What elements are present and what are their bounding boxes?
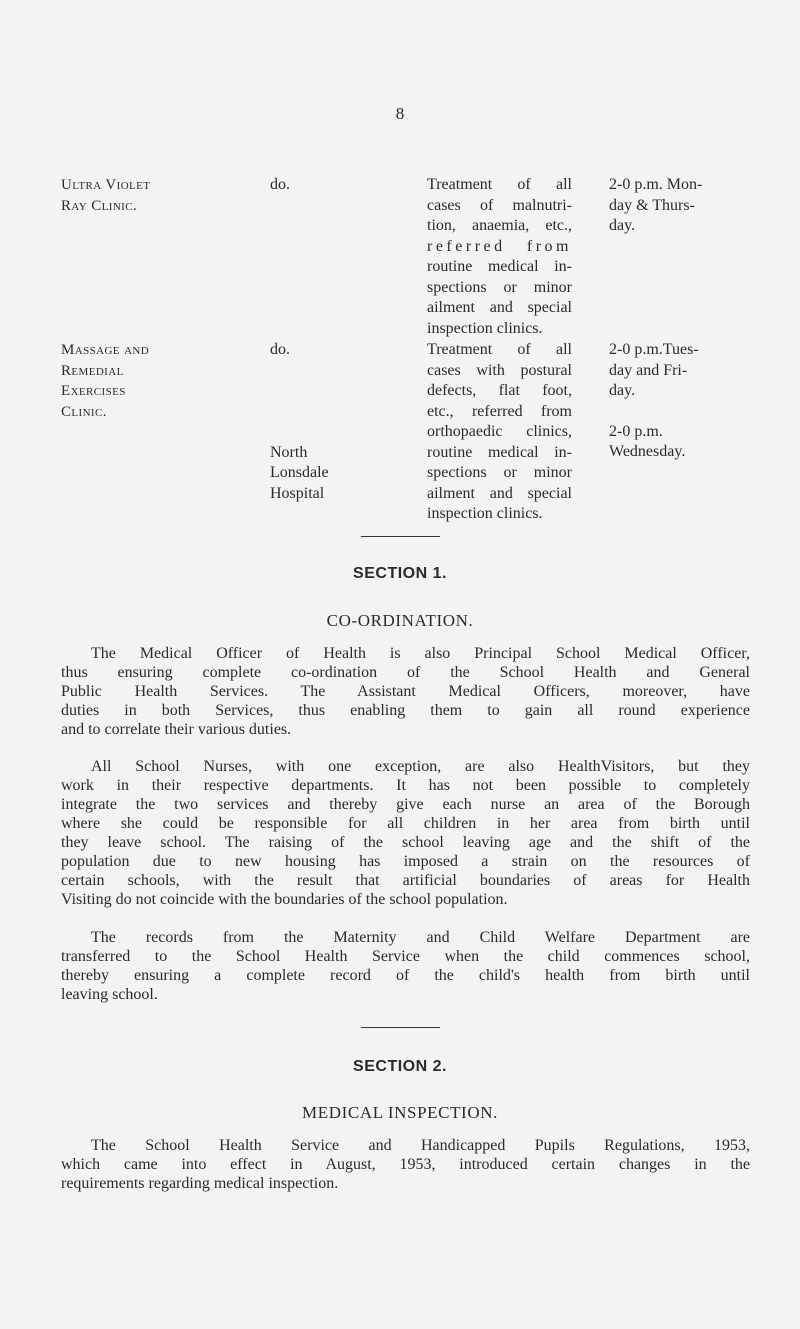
clinic-place-line: North bbox=[270, 443, 308, 461]
paragraph-line: duties in both Services, thus enabling them to gain all round experience bbox=[61, 702, 750, 719]
paragraph-line: thus ensuring complete co-ordination of the School Health and General bbox=[61, 664, 750, 681]
paragraph-line: population due to new housing has imposed a strain on the resources of bbox=[61, 853, 750, 870]
paragraph-line: leaving school. bbox=[61, 986, 158, 1003]
clinic-name-line: Ultra Violet bbox=[61, 177, 151, 193]
treatment-line: ailment and special bbox=[427, 299, 572, 316]
treatment-line: etc., referred from bbox=[427, 402, 572, 420]
time-line: Wednesday. bbox=[609, 443, 686, 460]
clinic-name-line: Ray Clinic. bbox=[61, 197, 138, 214]
treatment-line: Treatment of all bbox=[427, 341, 572, 358]
clinic-place-line: Hospital bbox=[270, 484, 325, 502]
treatment-line: defects, flat foot, bbox=[427, 382, 572, 399]
paragraph-line: and to correlate their various duties. bbox=[61, 721, 292, 738]
paragraph-line: they leave school. The raising of the school leaving age and the shift of the bbox=[61, 834, 750, 851]
paragraph-line: where she could be responsible for all children in her area from birth until bbox=[61, 815, 750, 832]
time-line: day and Fri- bbox=[609, 361, 688, 379]
clinic-name bbox=[61, 340, 211, 422]
paragraph-line: certain schools, with the result that artificial boundaries of areas for Health bbox=[61, 872, 750, 889]
section-2-heading: SECTION 2. bbox=[353, 1058, 447, 1075]
clinic-name-line: Clinic. bbox=[61, 403, 107, 420]
treatment-line: ailment and special bbox=[427, 484, 572, 502]
clinic-time bbox=[609, 340, 749, 463]
clinic-place-line: do. bbox=[270, 341, 290, 358]
paragraph-line: transferred to the School Health Service when the child commences school, bbox=[61, 948, 750, 965]
page-number: 8 bbox=[395, 104, 405, 123]
paragraph bbox=[61, 1136, 750, 1193]
time-line: 2-0 p.m.Tues- bbox=[609, 341, 699, 358]
section-1-heading: SECTION 1. bbox=[353, 565, 447, 582]
treatment-line: routine medical in- bbox=[427, 443, 572, 461]
treatment-line: Treatment of all bbox=[427, 176, 572, 193]
treatment-line: tion, anaemia, etc., bbox=[427, 217, 572, 234]
paragraph bbox=[61, 757, 750, 909]
section-1-subheading: CO-ORDINATION. bbox=[326, 611, 474, 630]
clinic-place-line: Lonsdale bbox=[270, 464, 329, 481]
treatment-line: inspection clinics. bbox=[427, 319, 543, 337]
time-line: day. bbox=[609, 382, 636, 399]
paragraph-line: The Medical Officer of Health is also Principal School Medical Officer, bbox=[91, 645, 750, 662]
clinic-time bbox=[609, 175, 749, 237]
time-line: day. bbox=[609, 217, 636, 234]
clinic-name-line: Massage and bbox=[61, 342, 150, 358]
paragraph bbox=[61, 928, 750, 1004]
paragraph-line: requirements regarding medical inspection. bbox=[61, 1175, 339, 1192]
section-divider bbox=[361, 1027, 440, 1028]
treatment-line: cases with postural bbox=[427, 361, 572, 379]
paragraph-line: All School Nurses, with one exception, are also HealthVisitors, but they bbox=[91, 758, 750, 775]
clinic-name bbox=[61, 175, 211, 216]
treatment-line: cases of malnutri- bbox=[427, 196, 572, 214]
clinic-place bbox=[270, 340, 360, 504]
treatment-line: referred from bbox=[427, 237, 572, 255]
paragraph-line: Visiting do not coincide with the boundaries of the school population. bbox=[61, 891, 508, 908]
clinic-treatment bbox=[427, 175, 572, 339]
treatment-line: routine medical in- bbox=[427, 258, 572, 275]
time-line: 2-0 p.m. bbox=[609, 422, 663, 440]
treatment-line: spections or minor bbox=[427, 278, 572, 296]
paragraph-line: which came into effect in August, 1953, introduced certain changes in the bbox=[61, 1156, 750, 1173]
paragraph-line: thereby ensuring a complete record of the child's health from birth until bbox=[61, 967, 750, 984]
clinic-treatment bbox=[427, 340, 572, 525]
paragraph-line: integrate the two services and thereby give each nurse an area of the Borough bbox=[61, 796, 750, 813]
clinic-place bbox=[270, 175, 360, 196]
time-line: day & Thurs- bbox=[609, 196, 695, 214]
clinic-place-line: do. bbox=[270, 176, 290, 193]
paragraph-line: work in their respective departments. It has not been possible to completely bbox=[61, 777, 750, 794]
treatment-line: inspection clinics. bbox=[427, 505, 543, 522]
treatment-line: spections or minor bbox=[427, 464, 572, 481]
paragraph-line: The records from the Maternity and Child Welfare Department are bbox=[91, 929, 750, 946]
section-divider bbox=[361, 536, 440, 537]
paragraph-line: The School Health Service and Handicapped Pupils Regulations, 1953, bbox=[91, 1137, 750, 1154]
time-line: 2-0 p.m. Mon- bbox=[609, 176, 703, 193]
clinic-name-line: Exercises bbox=[61, 383, 126, 399]
treatment-line: orthopaedic clinics, bbox=[427, 423, 572, 440]
paragraph-line: Public Health Services. The Assistant Medical Officers, moreover, have bbox=[61, 683, 750, 700]
paragraph bbox=[61, 644, 750, 739]
section-2-subheading: MEDICAL INSPECTION. bbox=[302, 1103, 498, 1122]
clinic-name-line: Remedial bbox=[61, 362, 124, 379]
